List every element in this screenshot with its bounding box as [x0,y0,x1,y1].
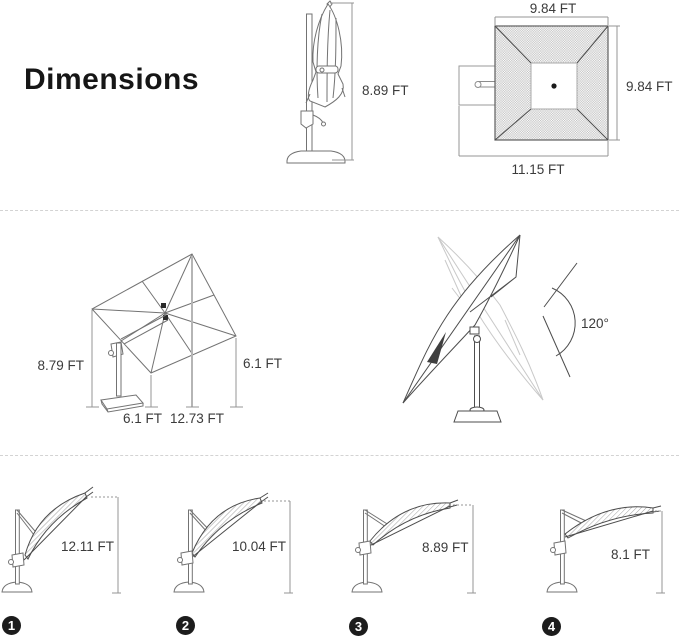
crank-handle [181,551,193,565]
position-height-label: 12.11 FT [61,539,115,554]
position-2-figure [172,485,322,600]
open-umbrella-figure [20,240,300,435]
height-dimension [61,497,121,593]
pole [117,343,122,396]
crank-handle [12,553,24,567]
folded-canopy [308,4,343,107]
folded-umbrella-figure [275,0,415,180]
canopy-top-view-figure [450,0,679,190]
tie-strap [316,66,338,73]
canopy-top-view-icon [459,26,608,140]
umbrella-base [454,411,501,422]
position-height-label: 8.89 FT [422,540,469,555]
umbrella-base [287,151,345,163]
section-divider [0,210,679,211]
tilt-pole [454,327,501,422]
side-depth-dimension [609,26,673,140]
section-divider [0,455,679,456]
badge-number: 4 [547,619,556,634]
open-umbrella-icon [92,254,236,412]
position-1-badge [2,616,21,635]
edge-clearance-label: 6.1 FT [243,356,283,371]
badge-number: 1 [7,618,16,633]
position-height-label: 10.04 FT [232,539,287,554]
pole-height-label: 8.79 FT [37,358,84,373]
crank-handle [359,541,371,555]
position-3-badge [349,617,368,636]
position-4-badge [542,617,561,636]
side-depth-label: 9.84 FT [626,79,673,94]
folded-height-label: 8.89 FT [362,83,409,98]
folded-umbrella-icon [287,1,345,163]
badge-number: 2 [181,618,190,633]
position-height-label: 8.1 FT [611,547,651,562]
tilt-range-figure [395,232,640,432]
top-width-label: 9.84 FT [529,1,577,16]
tilt-angle-annotation [543,263,609,377]
pole [307,14,313,151]
page-title: Dimensions [24,63,200,96]
position-2-badge [176,616,195,635]
edge-clearance-dimension [230,338,282,407]
position-3-figure [340,485,490,600]
pole-height-dimension [37,310,99,407]
height-dimension [422,505,476,593]
base-offset-label: 6.1 FT [123,411,163,426]
pole [16,510,20,584]
overall-width-label: 11.15 FT [511,162,565,177]
position-1-figure [0,485,150,600]
total-span-label: 12.73 FT [170,411,225,426]
height-dimension [232,501,293,593]
pole [189,510,193,584]
crank-handle [301,111,313,128]
height-dimension [611,511,665,593]
top-width-dimension [495,1,608,25]
badge-number: 3 [354,619,363,634]
tilt-angle-label: 120° [581,316,609,331]
position-4-figure [535,485,679,600]
center-pole-dot [551,83,556,88]
crank-handle [554,541,566,555]
